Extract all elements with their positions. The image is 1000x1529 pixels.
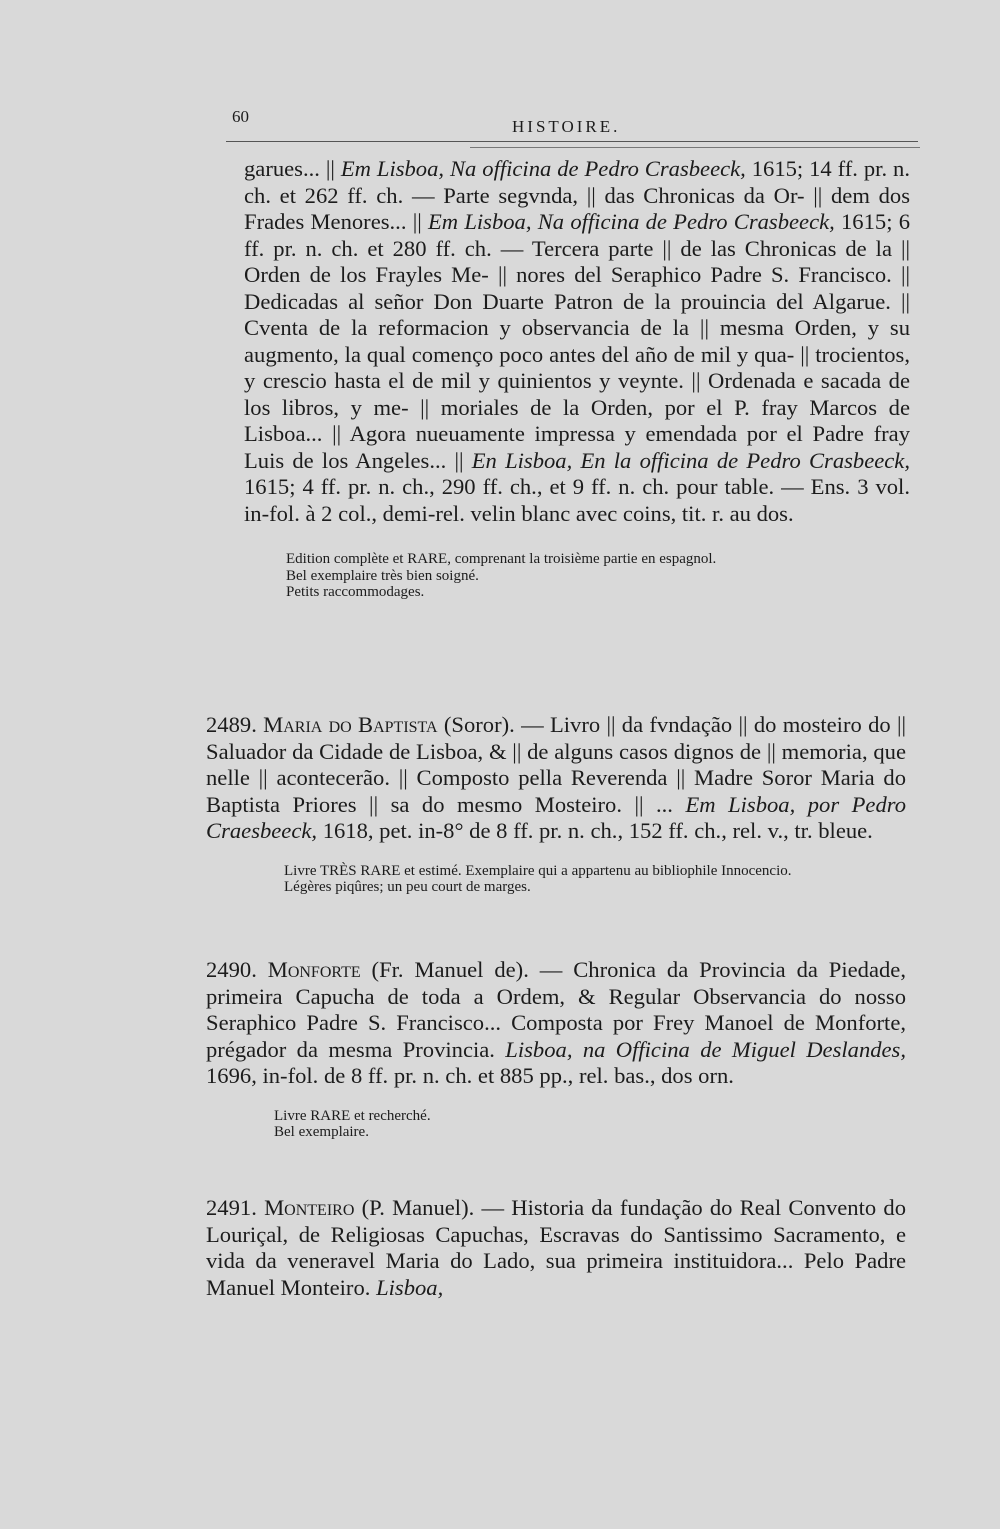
continuation-text-4: 1615; 4 ff. pr. n. ch., 290 ff. ch., et 9 ff. n. ch. pour table. — Ens. 3 vol. in-fol. à 2 col., demi-rel. velin blanc avec coins, tit. r. au dos. — [244, 474, 910, 526]
entry-notes — [274, 1108, 906, 1141]
entry-text — [206, 957, 906, 1090]
entry-text-2: 1696, in-fol. de 8 ff. pr. n. ch. et 885 pp., rel. bas., dos orn. — [206, 1063, 734, 1088]
continuation-italic-2: Em Lisboa, Na officina de Pedro Crasbeeck, — [427, 209, 835, 234]
running-head: HISTOIRE. — [512, 117, 621, 136]
continuation-notes — [286, 551, 910, 601]
continuation-italic-3: En Lisboa, En la officina de Pedro Crasbeeck, — [471, 447, 910, 473]
entry-author-suffix: (Fr. Manuel de). — [360, 957, 529, 982]
entry-text-2: 1618, pet. in-8° de 8 ff. pr. n. ch., 152 ff. ch., rel. v., tr. bleue. — [317, 818, 873, 843]
note-line: Petits raccommodages. — [286, 584, 425, 600]
entry-author-suffix: (P. Manuel). — [354, 1195, 475, 1220]
entry-text-1: — Chronica da Provincia da Piedade, primeira Capucha de toda a Ordem, & Regular Observancia do nosso Seraphico Padre S. Francisco... Composta por Frey Manoel de Monforte, prégador da mesma Provincia. — [206, 957, 906, 1062]
entry-author: Monteiro — [264, 1195, 355, 1220]
continuation-block — [244, 156, 910, 601]
entry-author-suffix: (Soror). — [437, 712, 515, 737]
note-line: Bel exemplaire très bien soigné. — [286, 567, 479, 584]
entry-text — [206, 712, 906, 845]
entry-2491 — [206, 1195, 906, 1301]
entry-italic-1: Lisboa, — [376, 1274, 444, 1300]
entry-notes — [284, 863, 906, 896]
page-number: 60 — [232, 107, 249, 126]
entry-2489 — [206, 712, 906, 896]
continuation-text — [244, 156, 910, 527]
note-line: Légères piqûres; un peu court de marges. — [284, 879, 531, 895]
entry-text-1: — Livro || da fvndação || do mosteiro do || Saluador da Cidade de Lisboa, & || de alguns casos dignos de || memoria, que nelle || acontecerão. || Composto pella Reverenda || Madre Soror Maria do Baptista Priores || sa do mesmo Mosteiro. || ... — [206, 712, 906, 817]
header-rule — [226, 141, 918, 142]
entry-author: Monforte — [267, 957, 361, 982]
entry-number: 2489. — [206, 712, 257, 737]
continuation-text-2: 1615; 14 ff. pr. n. ch. et 262 ff. ch. — Parte segvnda, || das Chronicas da Or- || dem dos Frades Menores... || — [244, 156, 910, 234]
continuation-text-3: 1615; 6 ff. pr. n. ch. et 280 ff. ch. — Tercera parte || de las Chronicas de la || Orden de los Frayles Me- || nores del Seraphico Padre S. Francisco. || Dedicadas al señor Don Duarte Patron de la prouincia del Algarue. || Cventa de la reformacion y observancia de la || mesma Orden, y su augmento, la qual començo poco antes del año de mil y qua- || trocientos, y crescio hasta el de mil y quinientos y veynte. || Ordenada e sacada de los libros, y me- || moriales de la Orden, por el P. fray Marcos de Lisboa... || Agora nueuamente impressa y emendada por el Padre fray Luis de los Angeles... || — [244, 209, 911, 473]
header-rule-double — [470, 147, 920, 148]
note-line: Livre TRÈS RARE et estimé. Exemplaire qui a appartenu au bibliophile Innocencio. — [284, 862, 792, 879]
continuation-text-1: garues... || — [244, 156, 341, 181]
entry-italic-1: Em Lisboa, por Pedro Craesbeeck, — [206, 791, 906, 843]
continuation-italic-1: Em Lisboa, Na officina de Pedro Crasbeeck, — [340, 156, 746, 181]
note-line: Edition complète et RARE, comprenant la troisième partie en espagnol. — [286, 551, 717, 567]
entry-author: Maria do Baptista — [263, 712, 438, 737]
entry-2490 — [206, 957, 906, 1141]
entry-text — [206, 1195, 906, 1301]
entry-number: 2490. — [206, 957, 257, 982]
entry-text-1: — Historia da fundação do Real Convento do Louriçal, de Religiosas Capuchas, Escravas do Santissimo Sacramento, e vida da veneravel Maria do Lado, sua primeira instituidora... Pelo Padre Manuel Monteiro. — [206, 1195, 906, 1300]
note-line: Bel exemplaire. — [274, 1124, 369, 1140]
note-line: Livre RARE et recherché. — [274, 1107, 431, 1124]
entry-number: 2491. — [206, 1195, 257, 1220]
entry-italic-1: Lisboa, na Officina de Miguel Deslandes, — [505, 1036, 907, 1062]
